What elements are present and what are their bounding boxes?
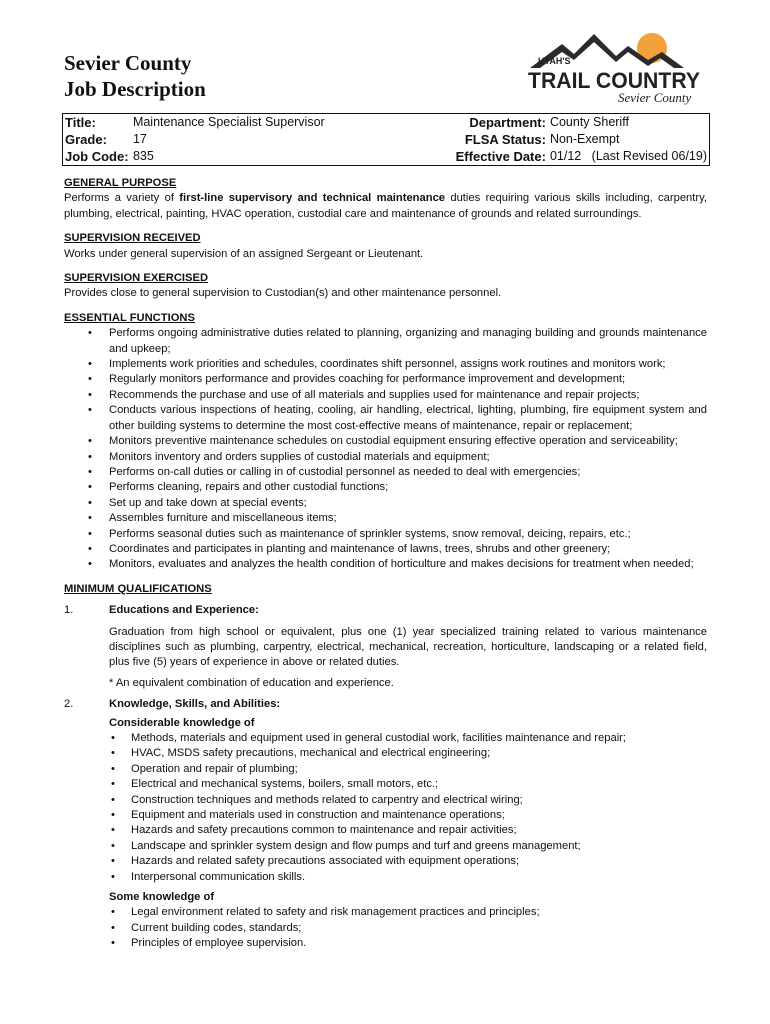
- list-item: • Construction techniques and methods related to carpentry and electrical wiring;: [109, 793, 707, 808]
- minimum-qualifications-heading: MINIMUM QUALIFICATIONS: [64, 582, 212, 595]
- list-item: • Assembles furniture and miscellaneous items;: [64, 511, 707, 526]
- supervision-exercised-heading: SUPERVISION EXERCISED: [64, 272, 209, 285]
- list-item: • Performs cleaning, repairs and other custodial functions;: [64, 480, 707, 495]
- qualification-1-title: Educations and Experience:: [109, 604, 259, 617]
- effective-date-value: 01/12 (Last Revised 06/19): [549, 149, 707, 163]
- supervision-exercised-section: [64, 271, 707, 302]
- list-item: • Coordinates and participates in planting and maintenance of lawns, trees, shrubs and other greenery;: [64, 542, 707, 557]
- some-knowledge-block: [109, 890, 707, 952]
- considerable-knowledge-heading: Considerable knowledge of: [109, 716, 255, 729]
- qualification-2-number: 2.: [64, 698, 74, 711]
- list-item: • HVAC, MSDS safety precautions, mechanical and electrical engineering;: [109, 746, 707, 761]
- list-item: • Interpersonal communication skills.: [109, 870, 707, 885]
- list-item: • Monitors preventive maintenance schedules on custodial equipment ensuring effective operation and serviceability;: [64, 434, 707, 449]
- title-line-1: Sevier County: [64, 51, 192, 75]
- list-item: • Recommends the purchase and use of all materials and supplies used for maintenance and repair projects;: [64, 388, 707, 403]
- essential-functions-heading: ESSENTIAL FUNCTIONS: [64, 311, 195, 324]
- supervision-received-section: [64, 231, 707, 262]
- list-item: • Electrical and mechanical systems, boilers, small motors, etc.;: [109, 777, 707, 792]
- qualification-1-number: 1.: [64, 604, 74, 617]
- list-item: • Implements work priorities and schedules, coordinates shift personnel, assigns work routines and monitors work;: [64, 357, 707, 372]
- supervision-received-heading: SUPERVISION RECEIVED: [64, 232, 201, 245]
- list-item: • Performs ongoing administrative duties related to planning, organizing and managing building and grounds maintenance and upkeep;: [64, 326, 707, 357]
- general-purpose-text-bold: first-line supervisory and technical maintenance: [179, 192, 446, 205]
- list-item: • Principles of employee supervision.: [109, 936, 707, 951]
- supervision-exercised-text: Provides close to general supervision to Custodian(s) and other maintenance personnel.: [64, 287, 502, 300]
- some-knowledge-list: [109, 905, 707, 951]
- list-item: • Conducts various inspections of heating, cooling, air handling, electrical, lighting, plumbing, fire equipment system and other building systems to determine the most cost-effective means of maintenance, repair or replacement;: [64, 403, 707, 434]
- list-item: • Hazards and safety precautions common to maintenance and repair activities;: [109, 823, 707, 838]
- title-line-2: Job Description: [64, 77, 206, 101]
- flsa-label: FLSA Status:: [464, 132, 546, 147]
- qualification-2: [64, 697, 707, 952]
- flsa-value: Non-Exempt: [549, 132, 620, 146]
- list-item: • Monitors, evaluates and analyzes the health condition of horticulture and makes decisions for treatment when needed;: [64, 557, 707, 572]
- department-label: Department:: [469, 115, 546, 130]
- list-item: • Equipment and materials used in construction and maintenance operations;: [109, 808, 707, 823]
- list-item: • Hazards and related safety precautions associated with equipment operations;: [109, 854, 707, 869]
- general-purpose-text: [64, 191, 707, 222]
- general-purpose-text-start: Performs a variety of: [64, 192, 180, 205]
- job-info-table: [62, 113, 710, 166]
- logo-line-1: UTAH'S: [538, 56, 571, 66]
- considerable-knowledge-block: [109, 716, 707, 885]
- some-knowledge-heading: Some knowledge of: [109, 891, 215, 904]
- department-value: County Sheriff: [549, 115, 629, 129]
- grade-value: 17: [132, 132, 147, 146]
- info-row: [63, 148, 710, 166]
- logo-line-2: TRAIL COUNTRY: [528, 68, 701, 93]
- list-item: • Performs on-call duties or calling in of custodial personnel as needed to deal with emergencies;: [64, 465, 707, 480]
- general-purpose-section: [64, 176, 707, 222]
- trail-country-logo: [524, 28, 706, 108]
- document-title: [64, 50, 206, 102]
- essential-functions-list: [64, 326, 707, 573]
- supervision-received-text: Works under general supervision of an assigned Sergeant or Lieutenant.: [64, 247, 424, 260]
- qualification-2-title: Knowledge, Skills, and Abilities:: [109, 698, 281, 711]
- general-purpose-text-end: duties requiring various skills including, carpentry, plumbing, electrical, painting, HVAC operation, custodial care and maintenance of grounds and related surroundings.: [64, 192, 707, 220]
- list-item: • Current building codes, standards;: [109, 921, 707, 936]
- info-row: [63, 131, 710, 148]
- effective-date-label: Effective Date:: [455, 149, 546, 164]
- logo-line-3: Sevier County: [618, 90, 692, 105]
- minimum-qualifications-section: [64, 582, 707, 952]
- qualification-1-text: Graduation from high school or equivalent, plus one (1) year specialized training related to various maintenance disciplines such as plumbing, carpentry, electrical, mechanical, recreation, horticulture, landscaping or a related field, plus five (5) years of experience in above or related duties.: [109, 625, 707, 669]
- list-item: • Landscape and sprinkler system design and flow pumps and turf and greens management;: [109, 839, 707, 854]
- list-item: • Performs seasonal duties such as maintenance of sprinkler systems, snow removal, deicing, repairs, etc.;: [64, 527, 707, 542]
- considerable-knowledge-list: [109, 731, 707, 885]
- list-item: • Legal environment related to safety and risk management practices and principles;: [109, 905, 707, 920]
- general-purpose-heading: GENERAL PURPOSE: [64, 177, 177, 189]
- jobcode-value: 835: [132, 149, 154, 163]
- qualification-1: [64, 603, 707, 691]
- essential-functions-section: [64, 311, 707, 573]
- list-item: • Monitors inventory and orders supplies of custodial materials and equipment;: [64, 450, 707, 465]
- grade-label: Grade:: [65, 132, 107, 147]
- title-value: Maintenance Specialist Supervisor: [132, 115, 325, 129]
- list-item: • Set up and take down at special events;: [64, 496, 707, 511]
- document-body: [64, 176, 707, 961]
- qualification-1-note: * An equivalent combination of education and experience.: [109, 676, 394, 689]
- title-label: Title:: [65, 115, 96, 130]
- list-item: • Operation and repair of plumbing;: [109, 762, 707, 777]
- jobcode-label: Job Code:: [65, 149, 129, 164]
- list-item: • Regularly monitors performance and provides coaching for performance improvement and development;: [64, 372, 707, 387]
- info-row: [63, 114, 710, 132]
- list-item: • Methods, materials and equipment used in general custodial work, facilities maintenance and repair;: [109, 731, 707, 746]
